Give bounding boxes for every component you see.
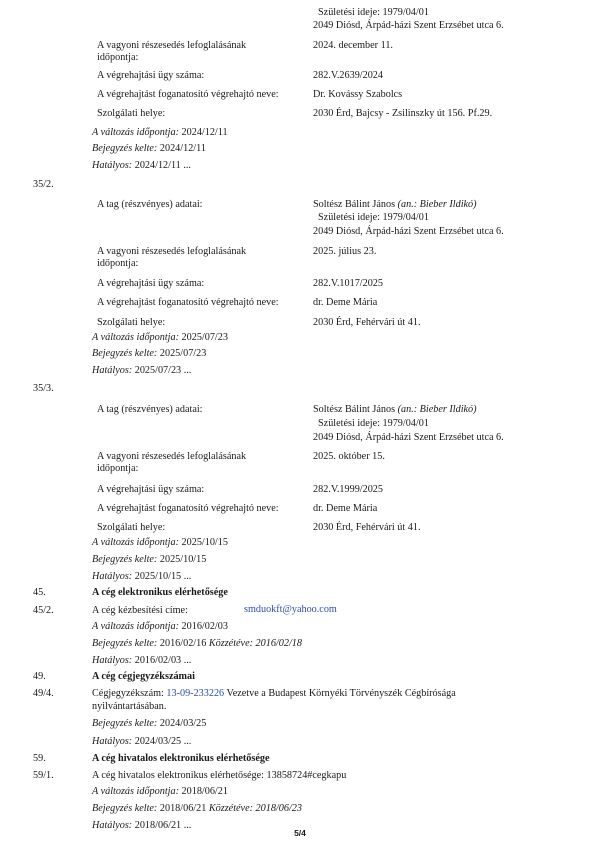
valid-date: Hatályos: 2024/12/11 ... <box>92 160 191 171</box>
tag-name: Soltész Bálint János (an.: Bieber Ildikó) <box>313 404 477 415</box>
case-label: A végrehajtási ügy száma: <box>97 70 205 81</box>
bailiff-value: Dr. Kovássy Szabolcs <box>313 89 403 100</box>
section-number: 59. <box>33 753 46 764</box>
email-link[interactable]: smduokft@yahoo.com <box>244 604 337 615</box>
official-contact: A cég hivatalos elektronikus elérhetősége: 13858724#cegkapu <box>92 770 347 781</box>
tag-address: 2049 Diósd, Árpád-házi Szent Erzsébet utca 6. <box>313 226 504 237</box>
share-label: A vagyoni részesedés lefoglalásának <box>97 40 247 51</box>
share-label: A vagyoni részesedés lefoglalásának <box>97 451 247 462</box>
bailiff-label: A végrehajtást foganatosító végrehajtó neve: <box>97 503 279 514</box>
share-value: 2024. december 11. <box>313 40 393 51</box>
case-value: 282.V.1017/2025 <box>313 278 383 289</box>
tag-dob: Születési ideje: 1979/04/01 <box>318 418 429 429</box>
share-label-2: időpontja: <box>97 52 139 63</box>
page-number: 5/4 <box>294 828 306 838</box>
change-date: A változás időpontja: 2016/02/03 <box>92 621 228 632</box>
record-number: 35/2. <box>33 179 54 190</box>
tag-name: Soltész Bálint János (an.: Bieber Ildikó) <box>313 199 477 210</box>
share-value: 2025. július 23. <box>313 246 377 257</box>
valid-date: Hatályos: 2025/07/23 ... <box>92 365 192 376</box>
case-label: A végrehajtási ügy száma: <box>97 278 205 289</box>
record-number: 49/4. <box>33 688 54 699</box>
office-value: 2030 Érd, Fehérvári út 41. <box>313 317 421 328</box>
record-number: 59/1. <box>33 770 54 781</box>
change-date: A változás időpontja: 2025/07/23 <box>92 332 228 343</box>
bailiff-value: dr. Deme Mária <box>313 297 378 308</box>
registration-line-2: nyilvántartásában. <box>92 701 167 712</box>
registration-number-link[interactable]: 13-09-233226 <box>166 688 225 699</box>
bailiff-label: A végrehajtást foganatosító végrehajtó neve: <box>97 89 279 100</box>
email-label: A cég kézbesítési címe: <box>92 605 188 616</box>
change-date: A változás időpontja: 2018/06/21 <box>92 786 228 797</box>
share-value: 2025. október 15. <box>313 451 385 462</box>
entry-date: Bejegyzés kelte: 2016/02/16 Közzétéve: 2016/02/18 <box>92 638 302 649</box>
tag-address: 2049 Diósd, Árpád-házi Szent Erzsébet utca 6. <box>313 432 504 443</box>
entry-date: Bejegyzés kelte: 2025/07/23 <box>92 348 207 359</box>
office-value: 2030 Érd, Bajcsy - Zsilinszky út 156. Pf.29. <box>313 108 493 119</box>
record-number: 35/3. <box>33 383 54 394</box>
tag-dob: Születési ideje: 1979/04/01 <box>318 7 429 18</box>
case-value: 282.V.2639/2024 <box>313 70 383 81</box>
section-title: A cég cégjegyzékszámai <box>92 671 195 682</box>
tag-label: A tag (részvényes) adatai: <box>97 199 203 210</box>
share-label-2: időpontja: <box>97 463 139 474</box>
entry-date: Bejegyzés kelte: 2025/10/15 <box>92 554 207 565</box>
valid-date: Hatályos: 2025/10/15 ... <box>92 571 192 582</box>
record-number: 45/2. <box>33 605 54 616</box>
entry-date: Bejegyzés kelte: 2024/12/11 <box>92 143 206 154</box>
valid-date: Hatályos: 2024/03/25 ... <box>92 736 192 747</box>
entry-date: Bejegyzés kelte: 2018/06/21 Közzétéve: 2018/06/23 <box>92 803 302 814</box>
entry-date: Bejegyzés kelte: 2024/03/25 <box>92 718 207 729</box>
registration-line: Cégjegyzékszám: 13-09-233226 Vezetve a Budapest Környéki Törvényszék Cégbírósága <box>92 688 456 699</box>
section-number: 49. <box>33 671 46 682</box>
section-number: 45. <box>33 587 46 598</box>
office-label: Szolgálati helye: <box>97 522 166 533</box>
share-label: A vagyoni részesedés lefoglalásának <box>97 246 247 257</box>
change-date: A változás időpontja: 2024/12/11 <box>92 127 228 138</box>
case-label: A végrehajtási ügy száma: <box>97 484 205 495</box>
valid-date: Hatályos: 2016/02/03 ... <box>92 655 192 666</box>
section-title: A cég elektronikus elérhetősége <box>92 587 228 598</box>
tag-dob: Születési ideje: 1979/04/01 <box>318 212 429 223</box>
tag-address: 2049 Diósd, Árpád-házi Szent Erzsébet utca 6. <box>313 20 504 31</box>
bailiff-label: A végrehajtást foganatosító végrehajtó neve: <box>97 297 279 308</box>
case-value: 282.V.1999/2025 <box>313 484 383 495</box>
office-value: 2030 Érd, Fehérvári út 41. <box>313 522 421 533</box>
tag-label: A tag (részvényes) adatai: <box>97 404 203 415</box>
valid-date: Hatályos: 2018/06/21 ... <box>92 820 192 831</box>
bailiff-value: dr. Deme Mária <box>313 503 378 514</box>
section-title: A cég hivatalos elektronikus elérhetősége <box>92 753 270 764</box>
office-label: Szolgálati helye: <box>97 317 166 328</box>
change-date: A változás időpontja: 2025/10/15 <box>92 537 228 548</box>
office-label: Szolgálati helye: <box>97 108 166 119</box>
share-label-2: időpontja: <box>97 258 139 269</box>
